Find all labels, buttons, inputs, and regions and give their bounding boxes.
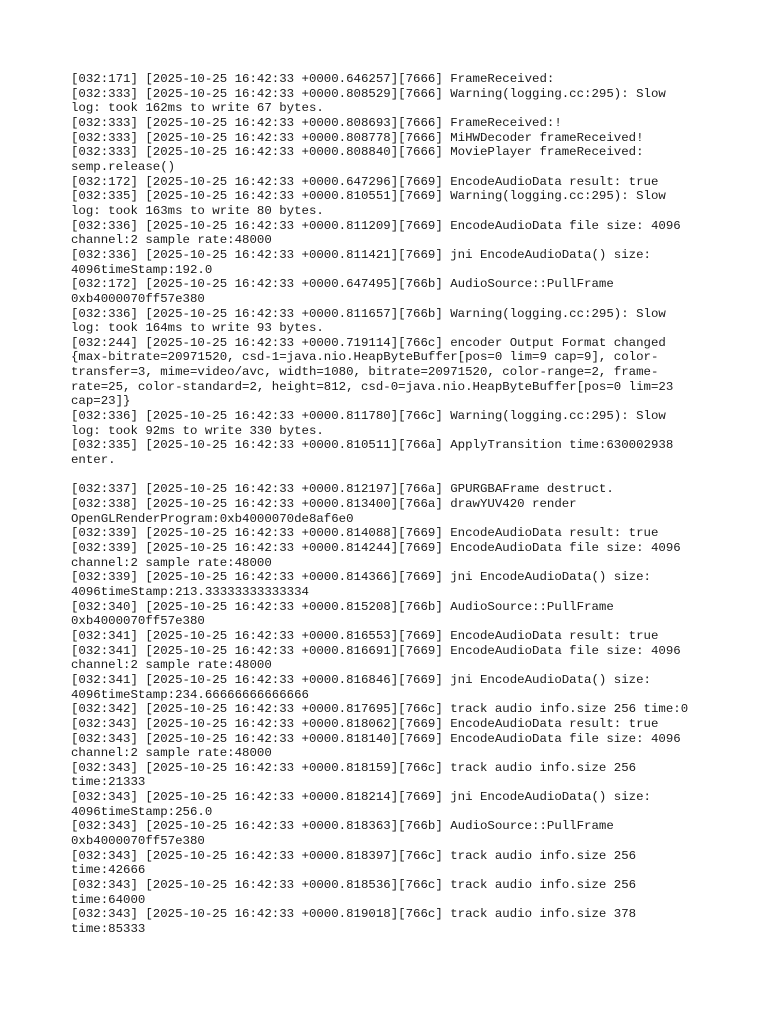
log-entry-25: [032:343] [2025-10-25 16:42:33 +0000.818062][7669] EncodeAudioData result: true bbox=[71, 716, 659, 731]
log-document bbox=[71, 72, 701, 937]
log-entry-19: [032:339] [2025-10-25 16:42:33 +0000.814366][7669] jni EncodeAudioData() size: 4096timeStamp:213.33333333333334 bbox=[71, 570, 651, 599]
log-entry-4: [032:333] [2025-10-25 16:42:33 +0000.808778][7666] MiHWDecoder frameReceived! bbox=[71, 130, 644, 145]
log-entry-12: [032:244] [2025-10-25 16:42:33 +0000.719114][766c] encoder Output Format changed {max-bitrate=20971520, csd-1=java.nio.HeapByteBuffer[pos=0 lim=9 cap=9], color- transfer=3, mime=video/avc, width=1080, bitrate=20971520, color-range=2, frame- rate=25, color-standard=2, height=812, csd-0=java.nio.HeapByteBuffer[pos=0 lim=23 cap=23]} bbox=[71, 335, 674, 409]
blank-line bbox=[71, 468, 701, 483]
log-entry-13: [032:336] [2025-10-25 16:42:33 +0000.811780][766c] Warning(logging.cc:295): Slow log: took 92ms to write 330 bytes. bbox=[71, 409, 666, 438]
log-entry-24: [032:342] [2025-10-25 16:42:33 +0000.817695][766c] track audio info.size 256 time:0 bbox=[71, 702, 689, 717]
log-entry-30: [032:343] [2025-10-25 16:42:33 +0000.818397][766c] track audio info.size 256 time:42666 bbox=[71, 848, 637, 878]
log-entry-9: [032:336] [2025-10-25 16:42:33 +0000.811421][7669] jni EncodeAudioData() size: 4096timeStamp:192.0 bbox=[71, 247, 651, 277]
log-entry-20: [032:340] [2025-10-25 16:42:33 +0000.815208][766b] AudioSource::PullFrame 0xb4000070ff57e380 bbox=[71, 599, 614, 629]
log-entry-21: [032:341] [2025-10-25 16:42:33 +0000.816553][7669] EncodeAudioData result: true bbox=[71, 628, 659, 643]
log-entry-18: [032:339] [2025-10-25 16:42:33 +0000.814244][7669] EncodeAudioData file size: 4096 channel:2 sample rate:48000 bbox=[71, 540, 681, 570]
log-entry-10: [032:172] [2025-10-25 16:42:33 +0000.647495][766b] AudioSource::PullFrame 0xb4000070ff57e380 bbox=[71, 277, 614, 306]
log-entry-5: [032:333] [2025-10-25 16:42:33 +0000.808840][7666] MoviePlayer frameReceived: semp.release() bbox=[71, 145, 644, 174]
log-entry-15: [032:337] [2025-10-25 16:42:33 +0000.812197][766a] GPURGBAFrame destruct. bbox=[71, 482, 614, 497]
log-entry-7: [032:335] [2025-10-25 16:42:33 +0000.810551][7669] Warning(logging.cc:295): Slow log: took 163ms to write 80 bytes. bbox=[71, 189, 666, 218]
log-entry-23: [032:341] [2025-10-25 16:42:33 +0000.816846][7669] jni EncodeAudioData() size: 4096timeStamp:234.66666666666666 bbox=[71, 672, 651, 702]
log-entry-14: [032:335] [2025-10-25 16:42:33 +0000.810511][766a] ApplyTransition time:630002938 enter. bbox=[71, 438, 674, 468]
log-entry-28: [032:343] [2025-10-25 16:42:33 +0000.818214][7669] jni EncodeAudioData() size: 4096timeStamp:256.0 bbox=[71, 790, 651, 819]
log-entry-6: [032:172] [2025-10-25 16:42:33 +0000.647296][7669] EncodeAudioData result: true bbox=[71, 174, 659, 189]
log-entry-31: [032:343] [2025-10-25 16:42:33 +0000.818536][766c] track audio info.size 256 time:64000 bbox=[71, 878, 637, 907]
log-entry-26: [032:343] [2025-10-25 16:42:33 +0000.818140][7669] EncodeAudioData file size: 4096 channel:2 sample rate:48000 bbox=[71, 731, 681, 761]
log-entry-2: [032:333] [2025-10-25 16:42:33 +0000.808529][7666] Warning(logging.cc:295): Slow log: took 162ms to write 67 bytes. bbox=[71, 86, 666, 116]
log-entry-27: [032:343] [2025-10-25 16:42:33 +0000.818159][766c] track audio info.size 256 time:21333 bbox=[71, 760, 637, 790]
log-entry-11: [032:336] [2025-10-25 16:42:33 +0000.811657][766b] Warning(logging.cc:295): Slow log: took 164ms to write 93 bytes. bbox=[71, 306, 666, 336]
log-entry-3: [032:333] [2025-10-25 16:42:33 +0000.808693][7666] FrameReceived:! bbox=[71, 115, 562, 130]
log-entry-22: [032:341] [2025-10-25 16:42:33 +0000.816691][7669] EncodeAudioData file size: 4096 channel:2 sample rate:48000 bbox=[71, 643, 681, 673]
log-entry-1: [032:171] [2025-10-25 16:42:33 +0000.646257][7666] FrameReceived: bbox=[71, 72, 555, 86]
log-entry-32: [032:343] [2025-10-25 16:42:33 +0000.819018][766c] track audio info.size 378 time:85333 bbox=[71, 907, 637, 937]
log-entry-8: [032:336] [2025-10-25 16:42:33 +0000.811209][7669] EncodeAudioData file size: 4096 channel:2 sample rate:48000 bbox=[71, 218, 681, 248]
log-entry-16: [032:338] [2025-10-25 16:42:33 +0000.813400][766a] drawYUV420 render OpenGLRenderProgram:0xb4000070de8af6e0 bbox=[71, 497, 577, 526]
log-entry-29: [032:343] [2025-10-25 16:42:33 +0000.818363][766b] AudioSource::PullFrame 0xb4000070ff57e380 bbox=[71, 819, 614, 849]
log-entry-17: [032:339] [2025-10-25 16:42:33 +0000.814088][7669] EncodeAudioData result: true bbox=[71, 526, 659, 541]
